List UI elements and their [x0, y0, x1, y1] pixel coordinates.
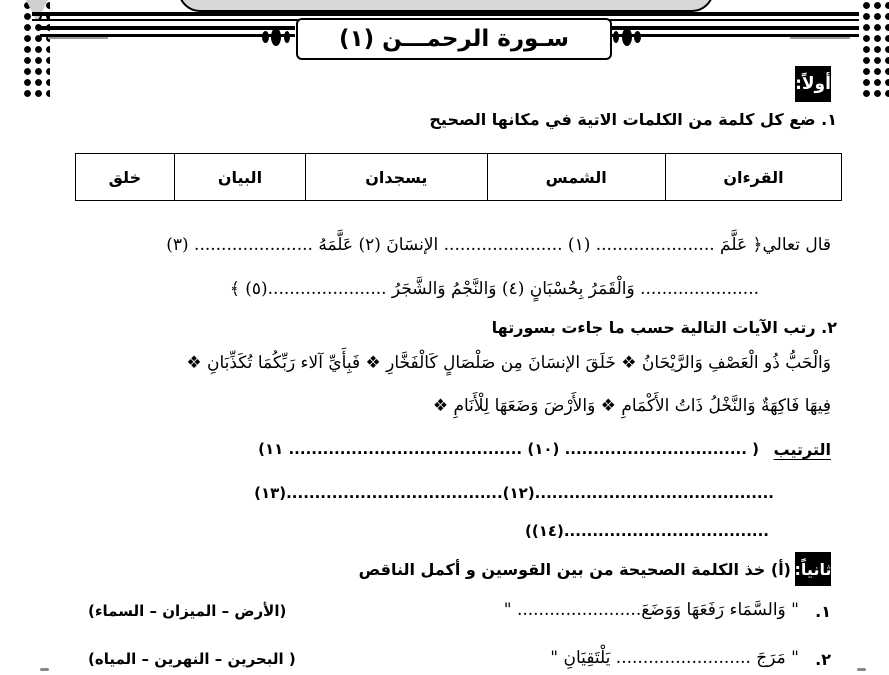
page-mark: [40, 668, 49, 671]
word-bank-cell: خلق: [76, 154, 175, 201]
ornament-dot: [271, 28, 281, 46]
item-number: ١.: [815, 602, 831, 621]
ornament-dot: [613, 31, 619, 43]
ornament-dot: [284, 31, 290, 43]
verse-fill-line-1: قال تعالي﴿ عَلَّمَ ...................... (١) ...................... الإنسَانَ (٢) عَلَّمَهُ ...................... (٣): [166, 235, 831, 255]
frame-line: [48, 37, 108, 39]
ornament-dot: [262, 31, 269, 43]
question-2-instruction: ٢. رتب الآيات التالية حسب ما جاءت بسورتها: [491, 318, 837, 337]
verses-to-order-line-1: وَالْحَبُّ ذُو الْعَصْفِ وَالرَّيْحَانُ ❖ خَلَقَ الإنسَانَ مِن صَلْصَالٍ كَالْفَخَّارِ ❖ فَبِأَيِّ آلاء رَبِّكُمَا تُكَذِّبَانِ ❖: [186, 353, 831, 373]
order-answer-line-2: ..........................................(١٢)......................................(١٣): [254, 484, 774, 502]
word-bank-cell: يسجدان: [306, 154, 487, 201]
order-label: الترتيب: [773, 440, 831, 459]
answer-options: (الأرض – الميزان – السماء): [88, 602, 287, 620]
word-bank-cell: القرءان: [665, 154, 841, 201]
item-number: ٢.: [815, 650, 831, 669]
fill-sentence: " وَالسَّمَاء رَفَعَهَا وَوَضَعَ....................... ": [503, 600, 799, 620]
frame-line: [790, 37, 850, 39]
verse-fill-line-2: ...................... وَالْقَمَرُ بِحُسْبَانٍ (٤) وَالنَّجْمُ وَالشَّجَرُ ......................(٥) ﴾: [229, 279, 759, 299]
question-1-instruction: ١. ضع كل كلمة من الكلمات الاتية في مكانها الصحيح: [429, 110, 837, 129]
right-diamond-border: [861, 0, 889, 100]
page-title: سـورة الرحمـــن (١): [296, 18, 612, 60]
order-answer-line-3: ....................................(١٤)): [524, 522, 769, 540]
ornament-dot: [634, 31, 641, 43]
ornament-dot: [622, 28, 632, 46]
verses-to-order-line-2: فِيهَا فَاكِهَةٌ وَالنَّخْلُ ذَاتُ الأَكْمَامِ ❖ وَالأَرْضَ وَضَعَهَا لِلْأَنَامِ ❖: [432, 396, 831, 416]
frame-line: [610, 26, 859, 30]
top-banner-partial: [178, 0, 714, 12]
section-badge-second: ثانياً:: [795, 552, 831, 586]
word-bank-cell: الشمس: [487, 154, 665, 201]
fill-sentence: " مَرَجَ ......................... يَلْتَقِيَانِ ": [550, 648, 799, 668]
frame-line: [40, 26, 295, 30]
frame-line: [32, 12, 859, 16]
order-answer-line-1: ( ................................ (١٠) ......................................... ١١): [258, 440, 759, 458]
word-bank-cell: البيان: [174, 154, 305, 201]
page-mark: [857, 668, 866, 671]
section-badge-first: أولاً:: [795, 66, 831, 102]
answer-options: ( البحرين – النهرين – المياه): [88, 650, 296, 668]
word-bank-table: [75, 153, 842, 201]
section-2-instruction: (أ) خذ الكلمة الصحيحة من بين القوسين و أكمل الناقص: [358, 560, 791, 579]
